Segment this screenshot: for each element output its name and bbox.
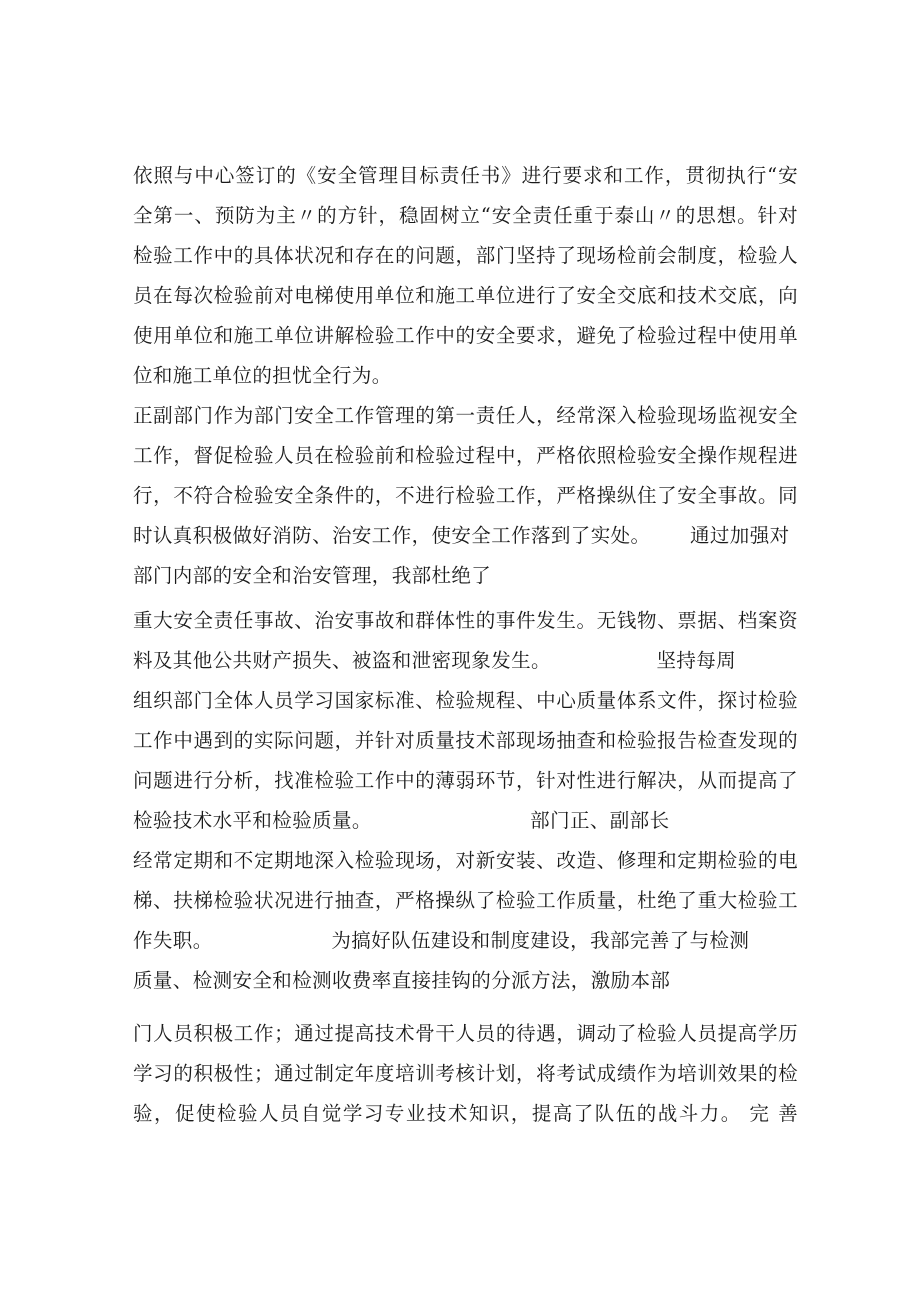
text-line: 料及其他公共财产损失、被盗和泄密现象发生。 坚持每周: [133, 649, 737, 672]
text-line: 检验技术水平和检验质量。 部门正、副部长: [133, 809, 670, 832]
text-line: 组织部门全体人员学习国家标准、检验规程、中心质量体系文件，探讨检验: [133, 689, 798, 712]
text-line: 工作中遇到的实际问题，并针对质量技术部现场抽查和检验报告检查发现的: [133, 729, 798, 752]
text-line: 工作，督促检验人员在检验前和检验过程中，严格依照检验安全操作规程进: [133, 444, 798, 467]
text-line: 门人员积极工作；通过提高技术骨干人员的待遇，调动了检验人员提高学历: [133, 1022, 798, 1045]
text-line: 位和施工单位的担忧全行为。: [133, 364, 392, 387]
text-line: 时认真积极做好消防、治安工作，使安全工作落到了实处。 通过加强对: [133, 524, 790, 547]
text-line: 经常定期和不定期地深入检验现场，对新安装、改造、修理和定期检验的电: [133, 849, 798, 872]
text-line: 员在每次检验前对电梯使用单位和施工单位进行了安全交底和技术交底，向: [133, 284, 798, 307]
text-line: 正副部门作为部门安全工作管理的第一责任人，经常深入检验现场监视安全: [133, 404, 798, 427]
text-line: 重大安全责任事故、治安事故和群体性的事件发生。无钱物、票据、档案资: [133, 609, 798, 632]
text-line: 全第一、预防为主〃的方针，稳固树立“安全责任重于泰山〃的思想。针对: [133, 204, 798, 227]
text-line: 问题进行分析，找准检验工作中的薄弱环节，针对性进行解决，从而提高了: [133, 769, 798, 792]
text-line: 行，不符合检验安全条件的，不进行检验工作，严格操纵住了安全事故。同: [133, 484, 798, 507]
text-line: 学习的积极性；通过制定年度培训考核计划，将考试成绩作为培训效果的检: [133, 1062, 798, 1085]
text-line: 部门内部的安全和治安管理，我部杜绝了: [133, 564, 492, 587]
text-line: 检验工作中的具体状况和存在的问题，部门坚持了现场检前会制度，检验人: [133, 244, 798, 267]
text-line: 验，促使检验人员自觉学习专业技术知识，提高了队伍的战斗力。 完 善: [133, 1102, 798, 1125]
text-line: 使用单位和施工单位讲解检验工作中的安全要求，避免了检验过程中使用单: [133, 324, 798, 347]
text-line: 质量、检测安全和检测收费率直接挂钩的分派方法，激励本部: [133, 969, 671, 992]
text-line: 依照与中心签订的《安全管理目标责任书》进行要求和工作，贯彻执行“安: [133, 164, 798, 187]
text-line: 作失职。 为搞好队伍建设和制度建设，我部完善了与检测: [133, 929, 750, 952]
text-line: 梯、扶梯检验状况进行抽查，严格操纵了检验工作质量，杜绝了重大检验工: [133, 889, 798, 912]
